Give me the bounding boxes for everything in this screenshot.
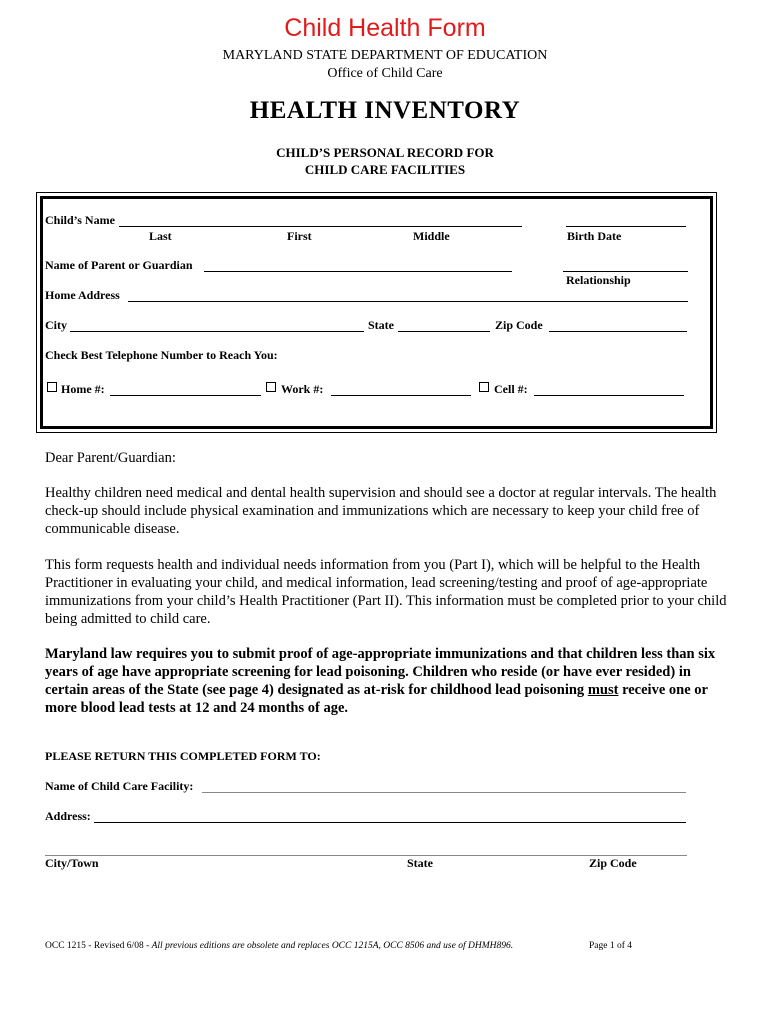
zip-code-label: Zip Code [495, 318, 543, 332]
home-address-label: Home Address [45, 288, 120, 302]
page-subtitle [0, 144, 770, 178]
zip-code-field[interactable] [549, 331, 687, 332]
cell-phone-label: Cell #: [494, 382, 528, 396]
form-id: OCC 1215 - Revised 6/08 - [45, 941, 152, 951]
home-phone-field[interactable] [110, 395, 261, 396]
law-requirement-text: Maryland law requires you to submit proof of age-appropriate immunizations and that children less than six years of age have appropriate screening for lead poisoning. Children who reside (or have ever resided) in certain areas of the State (see page 4) designated as at-risk for childhood lead poisoning [45, 646, 716, 698]
cell-phone-field[interactable] [534, 395, 684, 396]
must-emphasis: must [587, 682, 619, 698]
childs-name-label: Child’s Name [45, 213, 115, 227]
letter-salutation: Dear Parent/Guardian: [45, 450, 176, 466]
cell-phone-checkbox[interactable] [479, 382, 489, 392]
return-zip-label: Zip Code [589, 856, 637, 870]
relationship-label: Relationship [566, 273, 631, 287]
form-footer [45, 941, 513, 951]
facility-address-field[interactable] [94, 822, 686, 823]
home-address-field[interactable] [128, 301, 688, 302]
first-name-label: First [287, 229, 312, 243]
letter-paragraph-2: This form requests health and individual needs information from you (Part I), which will be helpful to the Health Practitioner in evaluating your child, and medical information, lead screening/testing and proof of age-appropriate immunizations from your child’s Health Practitioner (Part II). This information must be completed prior to your child being admitted to child care. [45, 557, 727, 627]
facility-name-label: Name of Child Care Facility: [45, 779, 194, 793]
obsolete-notice: All previous editions are obsolete and replaces OCC 1215A, OCC 8506 and use of DHMH896. [151, 941, 514, 951]
last-name-label: Last [149, 229, 172, 243]
office-name: Office of Child Care [327, 66, 443, 81]
letter-paragraph-3 [45, 645, 730, 717]
city-field[interactable] [70, 331, 364, 332]
city-label: City [45, 318, 67, 332]
page-number: Page 1 of 4 [589, 941, 633, 951]
parent-guardian-label: Name of Parent or Guardian [45, 258, 193, 272]
city-town-label: City/Town [45, 856, 99, 870]
subtitle-line-2: CHILD CARE FACILITIES [304, 162, 466, 177]
agency-name: MARYLAND STATE DEPARTMENT OF EDUCATION [222, 48, 548, 63]
phone-prompt: Check Best Telephone Number to Reach You: [45, 348, 278, 362]
form-banner-title: Child Health Form [284, 14, 486, 42]
subtitle-line-1: CHILD’S PERSONAL RECORD FOR [276, 145, 494, 160]
return-heading: PLEASE RETURN THIS COMPLETED FORM TO: [45, 749, 321, 763]
birth-date-field[interactable] [566, 226, 686, 227]
return-state-label: State [407, 856, 433, 870]
home-phone-label: Home #: [61, 382, 105, 396]
letter-paragraph-1: Healthy children need medical and dental health supervision and should see a doctor at regular intervals. The health check-up should include physical examination and immunizations which are necessary to keep your child free of communicable disease. [45, 485, 717, 537]
work-phone-field[interactable] [331, 395, 471, 396]
page-title: HEALTH INVENTORY [249, 97, 521, 124]
childs-name-field[interactable] [119, 226, 522, 227]
state-field[interactable] [398, 331, 490, 332]
facility-name-field[interactable] [202, 792, 686, 793]
middle-name-label: Middle [413, 229, 450, 243]
facility-address-label: Address: [45, 809, 91, 823]
work-phone-label: Work #: [281, 382, 324, 396]
lead-test-text: receive one or more blood lead tests at 12 and 24 months of age. [45, 682, 708, 716]
parent-guardian-field[interactable] [204, 271, 512, 272]
state-label: State [368, 318, 394, 332]
work-phone-checkbox[interactable] [266, 382, 276, 392]
home-phone-checkbox[interactable] [47, 382, 57, 392]
relationship-field[interactable] [563, 271, 688, 272]
birth-date-label: Birth Date [567, 229, 622, 243]
